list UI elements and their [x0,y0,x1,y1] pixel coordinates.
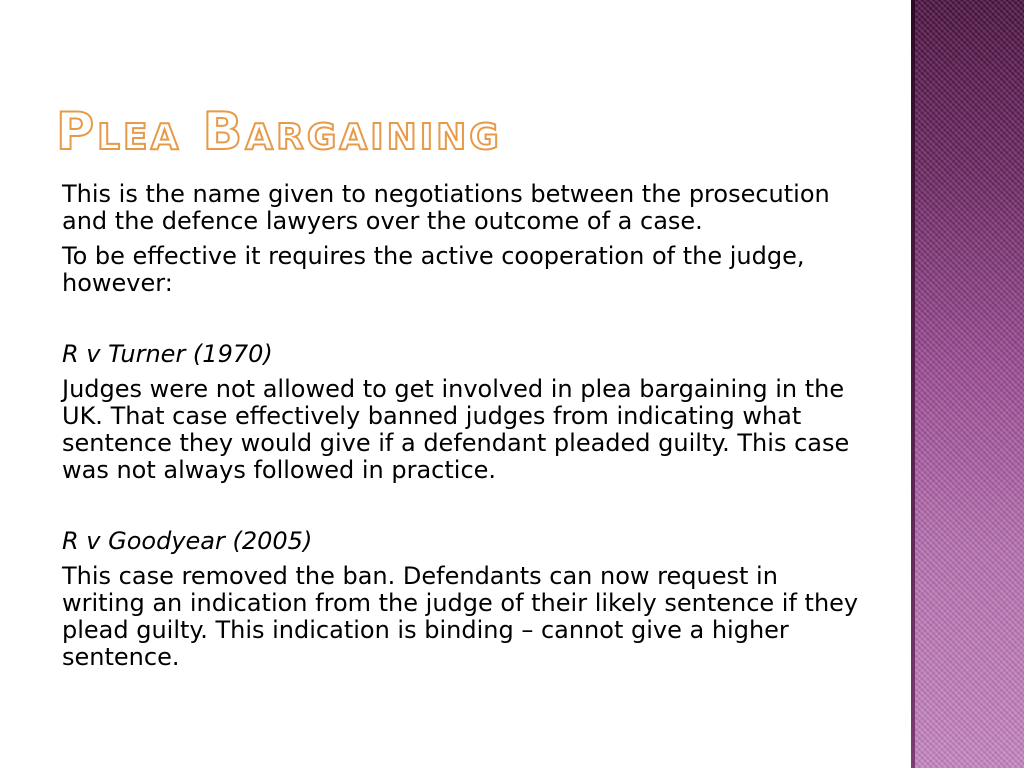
decorative-side-band [911,0,1024,768]
requirement-paragraph: To be effective it requires the active cooperation of the judge, however: [62,242,805,297]
spacer [62,484,862,528]
slide-title: Plea Bargaining [56,102,502,162]
case-heading-goodyear: R v Goodyear (2005) [62,527,313,555]
case-description-turner: Judges were not allowed to get involved in plea bargaining in the UK. That case effectively banned judges from indicating what sentence they would give if a defendant pleaded guilty. This case was not always followed in practice. [62,375,850,484]
definition-paragraph: This is the name given to negotiations between the prosecution and the defence lawyers over the outcome of a case. [62,180,830,235]
spacer [62,297,862,341]
slide-body [62,181,862,671]
case-description-goodyear: This case removed the ban. Defendants can now request in writing an indication from the judge of their likely sentence if they plead guilty. This indication is binding – cannot give a higher sentence. [62,562,859,671]
case-heading-turner: R v Turner (1970) [62,340,273,368]
side-band-edge [911,0,915,768]
